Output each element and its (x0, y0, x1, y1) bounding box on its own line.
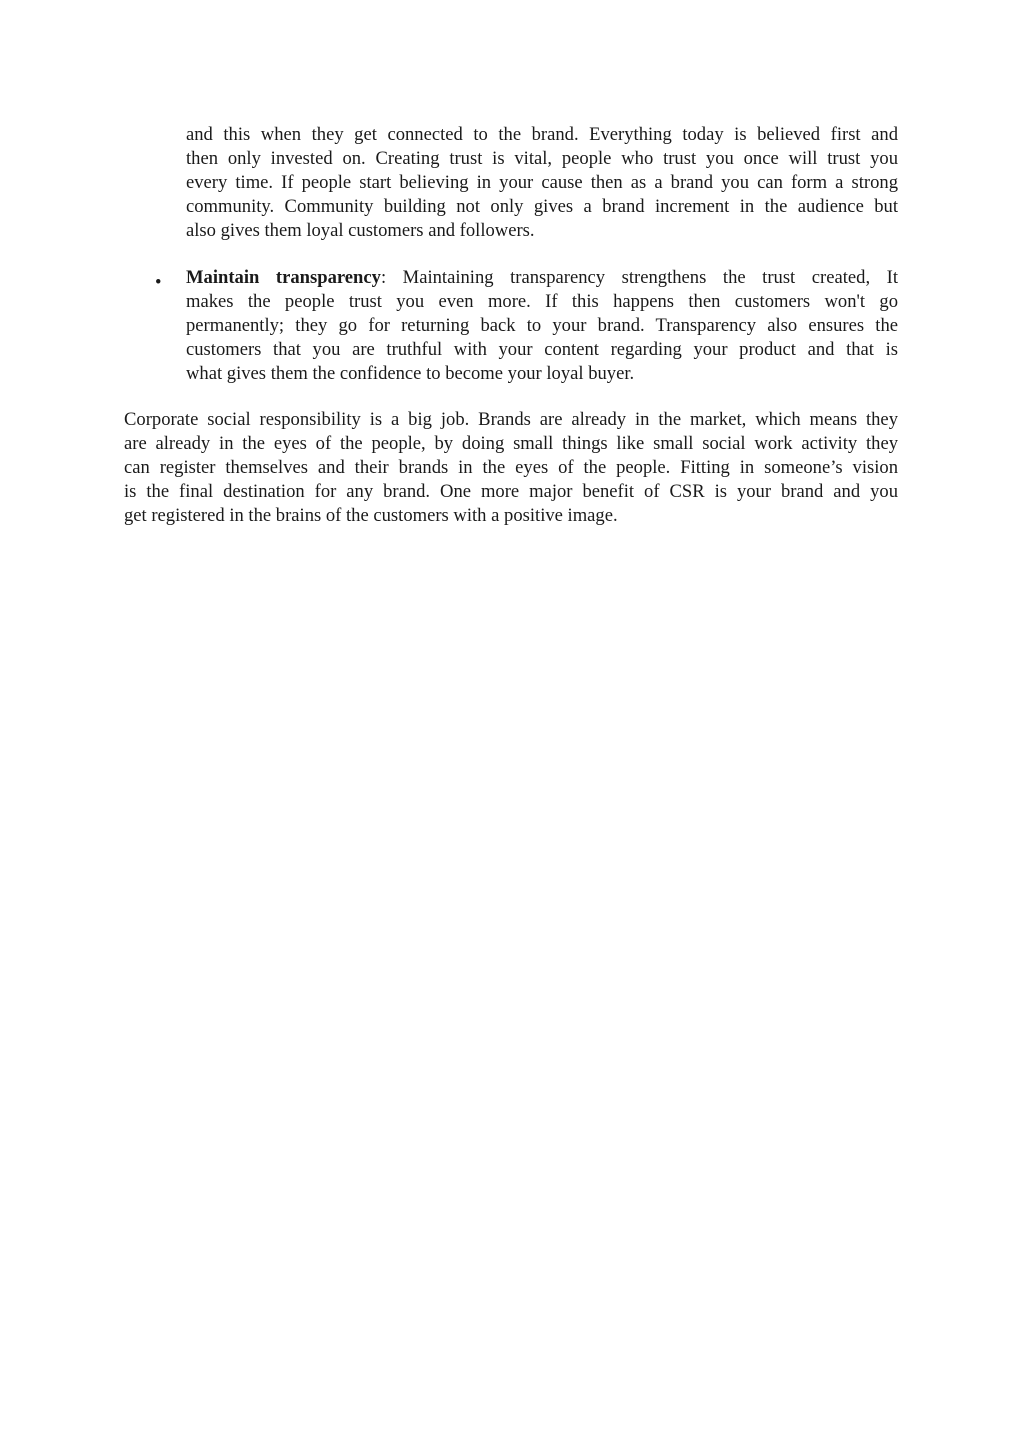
paragraph-line: can register themselves and their brands in the eyes of the people. Fitting in someone’s vision (124, 457, 898, 478)
paragraph-line: also gives them loyal customers and followers. (186, 220, 535, 241)
paragraph-line: permanently; they go for returning back to your brand. Transparency also ensures the (186, 315, 898, 336)
paragraph-line: community. Community building not only gives a brand increment in the audience but (186, 196, 898, 217)
paragraph-line: and this when they get connected to the brand. Everything today is believed first and (186, 124, 898, 145)
bullet-marker: • (155, 272, 162, 293)
paragraph-line: what gives them the confidence to become your loyal buyer. (186, 363, 635, 384)
bullet-first-line (186, 266, 898, 290)
paragraph-line: are already in the eyes of the people, by doing small things like small social work activity they (124, 433, 898, 454)
closing-paragraph (124, 408, 898, 528)
bullet-first-line-text: Maintaining transparency strengthens the trust created, It (386, 267, 899, 288)
bullet-item-maintain-transparency (186, 266, 898, 386)
paragraph-line: makes the people trust you even more. If this happens then customers won't go (186, 291, 898, 312)
paragraph-line: Corporate social responsibility is a big job. Brands are already in the market, which means they (124, 409, 898, 430)
paragraph-line: is the final destination for any brand. One more major benefit of CSR is your brand and you (124, 481, 898, 502)
paragraph-line: every time. If people start believing in your cause then as a brand you can form a strong (186, 172, 898, 193)
paragraph-line: get registered in the brains of the customers with a positive image. (124, 505, 618, 526)
bullet-heading: Maintain transparency (186, 267, 381, 288)
paragraph-line: then only invested on. Creating trust is vital, people who trust you once will trust you (186, 148, 898, 169)
continued-paragraph (186, 123, 898, 243)
paragraph-line: customers that you are truthful with your content regarding your product and that is (186, 339, 898, 360)
bullet-separator: : (380, 267, 387, 288)
